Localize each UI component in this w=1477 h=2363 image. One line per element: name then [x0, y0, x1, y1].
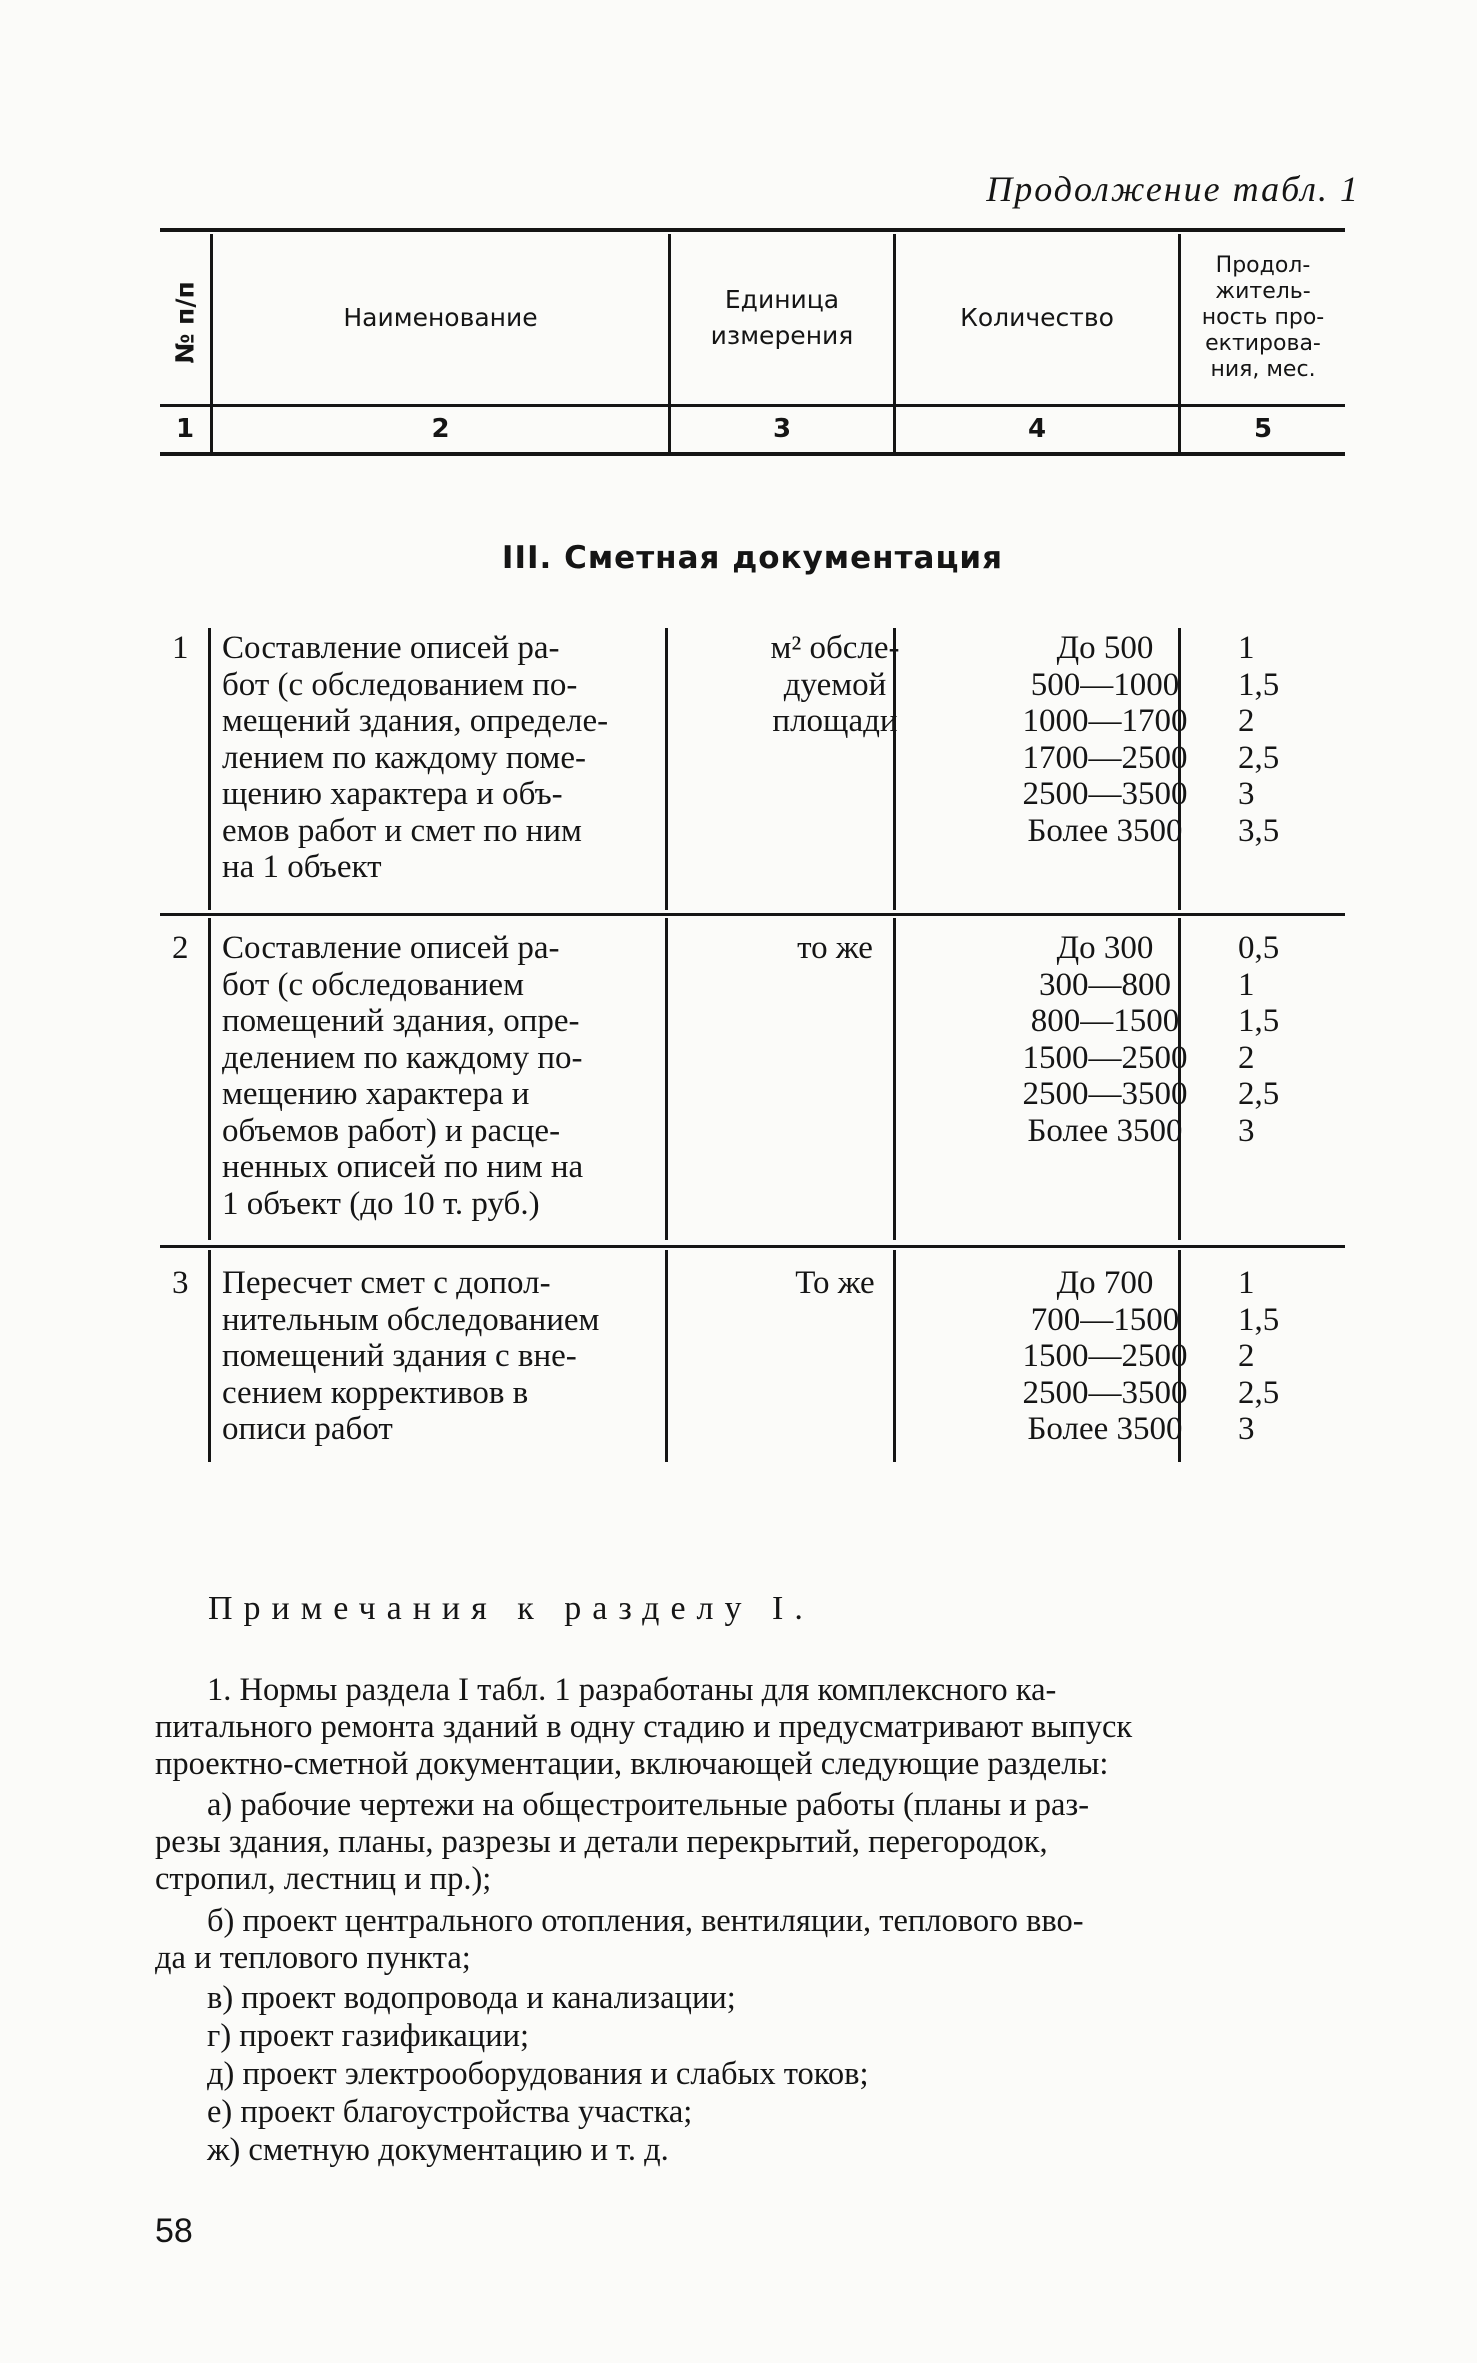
row-duration: 0,5 1 1,5 2 2,5 3 — [1238, 930, 1280, 1149]
note-item-a: а) рабочие чертежи на общестроительные работы (планы и раз- резы здания, планы, разрезы и детали перекрытий, перегородок, стропил, лестниц и пр.); — [155, 1787, 1090, 1897]
row-unit: То же — [795, 1265, 875, 1301]
row-number: 1 — [172, 630, 189, 666]
header-col-unit: Единица измерения — [710, 284, 854, 350]
note-item-g: г) проект газификации; — [207, 2018, 530, 2054]
header-num-3: 3 — [772, 413, 792, 444]
row-number: 2 — [172, 930, 189, 966]
table-header — [160, 228, 1345, 456]
row-quantity: До 700 700—1500 1500—2500 2500—3500 Более 3500 — [1022, 1265, 1188, 1447]
header-num-2: 2 — [431, 413, 450, 444]
row-number: 3 — [172, 1265, 189, 1301]
header-num-1: 1 — [175, 413, 195, 444]
note-item-b: б) проект центрального отопления, вентиляции, теплового вво- да и теплового пункта; — [155, 1903, 1084, 1976]
header-num-5: 5 — [1253, 413, 1273, 444]
row-description: Пересчет смет с допол- нительным обследованием помещений здания с вне- сением коррективов в описи работ — [222, 1265, 600, 1447]
row-unit: м² обсле- дуемой площади — [770, 630, 900, 739]
page-number: 58 — [155, 2212, 193, 2250]
row-duration: 1 1,5 2 2,5 3 3,5 — [1238, 630, 1280, 849]
note-item-zh: ж) сметную документацию и т. д. — [207, 2132, 669, 2168]
row-duration: 1 1,5 2 2,5 3 — [1238, 1265, 1280, 1447]
note-item-d: д) проект электрооборудования и слабых токов; — [207, 2056, 869, 2092]
header-col-quantity: Количество — [960, 302, 1114, 332]
notes-title: Примечания к разделу I. — [208, 1590, 814, 1627]
row-unit: то же — [797, 930, 873, 966]
row-quantity: До 500 500—1000 1000—1700 1700—2500 2500—3500 Более 3500 — [1022, 630, 1188, 849]
note-item-e: е) проект благоустройства участка; — [207, 2094, 693, 2130]
row-description: Составление описей ра- бот (с обследованием помещений здания, опре- делением по каждому по- мещению характера и объемов работ) и расце- ненных описей по ним на 1 объект (до 10 т. руб.) — [222, 930, 584, 1222]
row-description: Составление описей ра- бот (с обследованием по- мещений здания, определе- лением по каждому поме- щению характера и объ- емов работ и смет по ним на 1 объект — [222, 630, 609, 885]
header-col-name: Наименование — [343, 302, 538, 332]
row-quantity: До 300 300—800 800—1500 1500—2500 2500—3500 Более 3500 — [1022, 930, 1188, 1149]
header-col-number: № п/п — [170, 281, 200, 364]
section-title: III. Сметная документация — [501, 540, 1004, 576]
header-num-4: 4 — [1027, 413, 1047, 444]
continuation-label: Продолжение табл. 1 — [986, 169, 1360, 209]
header-col-duration: Продол- житель- ность про- ектирова- ния, мес. — [1201, 253, 1325, 382]
note-item-v: в) проект водопровода и канализации; — [207, 1980, 736, 2016]
note-paragraph-1: 1. Нормы раздела I табл. 1 разработаны для комплексного ка- питального ремонта зданий в одну стадию и предусматривают выпуск проектно-сметной документации, включающей следующие разделы: — [155, 1672, 1133, 1782]
